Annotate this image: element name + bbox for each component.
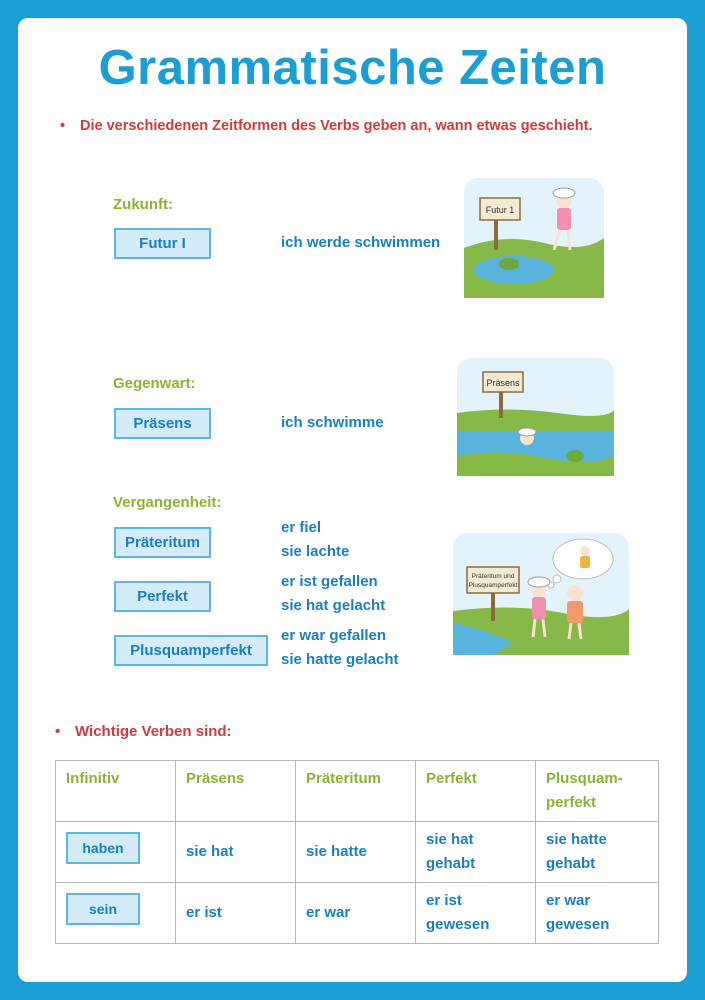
infinitive-box-sein: sein xyxy=(66,893,140,925)
sign-past-text-2: Plusquamperfekt xyxy=(468,582,518,589)
cell-present: er ist xyxy=(176,883,296,944)
table-row xyxy=(56,883,659,944)
cell-preterite: er war xyxy=(296,883,416,944)
label-past: Vergangenheit: xyxy=(113,494,222,511)
sign-future-text: Futur 1 xyxy=(485,205,515,215)
illustration-future xyxy=(464,178,604,298)
cell-line: gewesen xyxy=(546,916,610,933)
cell-infinitive xyxy=(56,822,176,883)
example-line: er fiel xyxy=(281,519,322,536)
sign-present-text: Präsens xyxy=(486,378,520,388)
tense-box-perfekt: Perfekt xyxy=(114,581,211,612)
tense-box-praeteritum: Präteritum xyxy=(114,527,211,558)
cell-plusquamperfect xyxy=(536,883,659,944)
cell-line: er war xyxy=(546,892,591,909)
illustration-present xyxy=(457,358,614,476)
header-line: Plusquam- xyxy=(546,770,623,787)
verbs-heading-text: Wichtige Verben sind: xyxy=(75,723,232,740)
table-row xyxy=(56,822,659,883)
cell-perfect xyxy=(416,883,536,944)
cell-line: gewesen xyxy=(426,916,490,933)
example-plusquamperfekt xyxy=(281,624,399,672)
example-future: ich werde schwimmen xyxy=(281,234,441,251)
header-praeteritum: Präteritum xyxy=(296,761,416,822)
bullet: • xyxy=(55,723,61,740)
page-title: Grammatische Zeiten xyxy=(98,41,607,95)
table-header-row xyxy=(56,761,659,822)
example-praeteritum xyxy=(281,516,349,564)
verbs-heading xyxy=(55,723,232,740)
cell-line: sie hatte xyxy=(546,831,607,848)
cell-preterite: sie hatte xyxy=(296,822,416,883)
cell-perfect xyxy=(416,822,536,883)
example-line: er ist gefallen xyxy=(281,573,378,590)
cell-infinitive xyxy=(56,883,176,944)
cell-plusquamperfect xyxy=(536,822,659,883)
bullet: • xyxy=(60,118,66,134)
example-line: er war gefallen xyxy=(281,627,387,644)
illustration-past xyxy=(453,533,629,655)
label-future: Zukunft: xyxy=(113,196,173,213)
cell-present: sie hat xyxy=(176,822,296,883)
example-present: ich schwimme xyxy=(281,414,384,431)
header-line: perfekt xyxy=(546,794,597,811)
header-praesens: Präsens xyxy=(176,761,296,822)
sign-past-text-1: Präteritum und xyxy=(471,573,515,580)
example-line: sie hatte gelacht xyxy=(281,651,399,668)
infinitive-box-haben: haben xyxy=(66,832,140,864)
intro-sentence: Die verschiedenen Zeitformen des Verbs geben an, wann etwas geschieht. xyxy=(80,118,593,134)
tense-box-praesens: Präsens xyxy=(114,408,211,439)
header-infinitiv: Infinitiv xyxy=(56,761,176,822)
intro-text xyxy=(60,118,593,134)
tense-box-futur: Futur I xyxy=(114,228,211,259)
cell-line: er ist xyxy=(426,892,462,909)
cell-line: gehabt xyxy=(426,855,476,872)
cell-line: sie hat xyxy=(426,831,474,848)
header-plusquamperfekt xyxy=(536,761,659,822)
example-line: sie lachte xyxy=(281,543,350,560)
header-perfekt: Perfekt xyxy=(416,761,536,822)
example-line: sie hat gelacht xyxy=(281,597,386,614)
tense-box-plusquamperfekt: Plusquamperfekt xyxy=(114,635,268,666)
example-perfekt xyxy=(281,570,385,618)
cell-line: gehabt xyxy=(546,855,596,872)
verbs-table xyxy=(55,760,659,944)
label-present: Gegenwart: xyxy=(113,375,196,392)
